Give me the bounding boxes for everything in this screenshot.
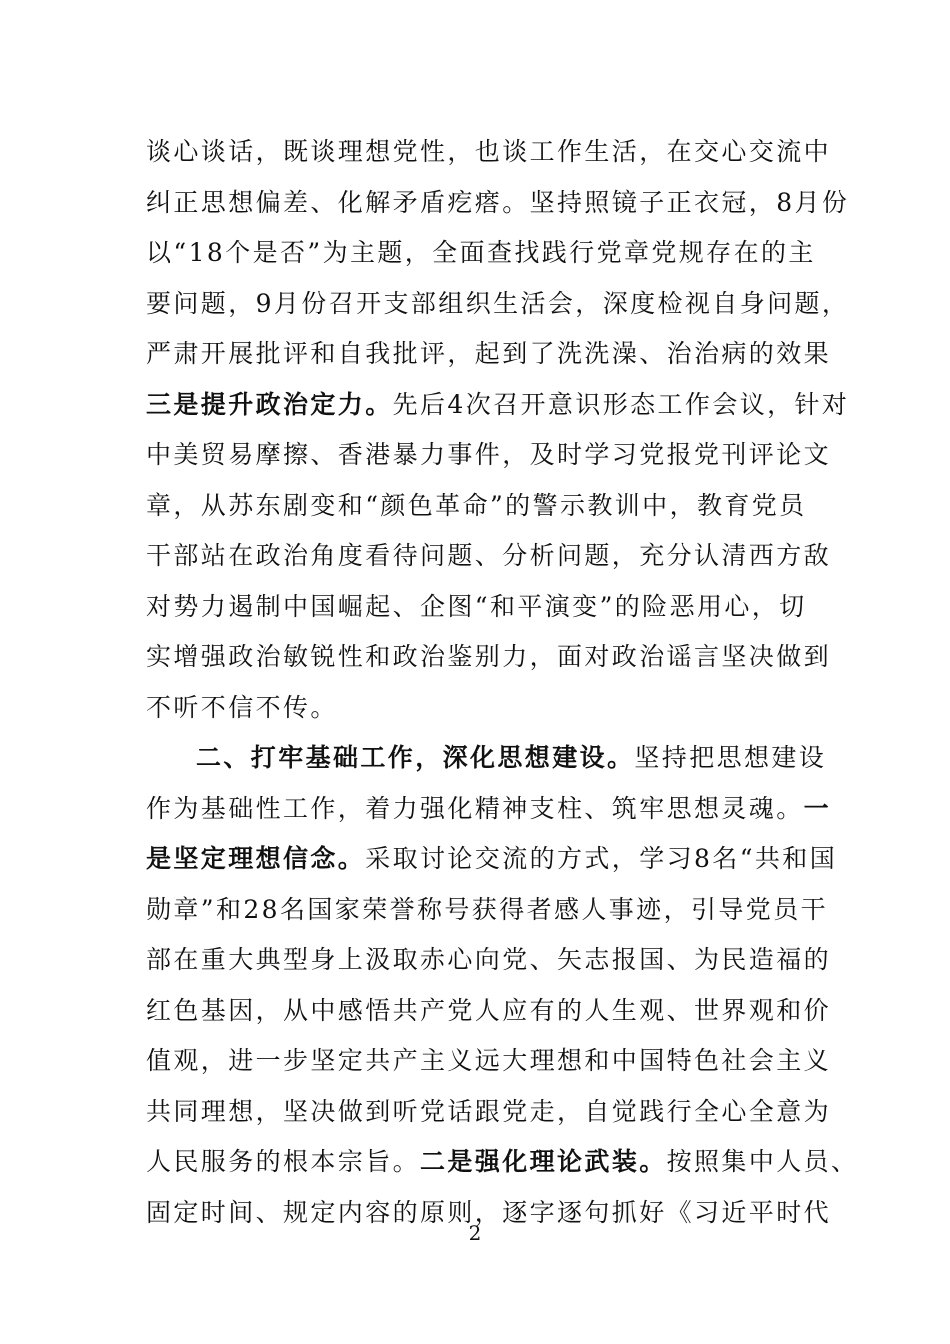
text-line: [146, 587, 822, 627]
text-line: [146, 334, 832, 374]
text-segment: 要问题，9月份召开支部组织生活会，深度检视自身问题，: [146, 288, 850, 318]
text-segment: 干部站在政治角度看待问题、分析问题，充分认清西方敌: [146, 541, 832, 570]
text-segment: 勋章”和28名国家荣誉称号获得者感人事迹，引导党员干: [146, 894, 828, 924]
text-segment: 共同理想，坚决做到听党话跟党走，自觉践行全心全意为: [146, 1096, 832, 1126]
text-segment: 部在重大典型身上汲取赤心向党、矢志报国、为民造福的: [146, 945, 832, 974]
text-segment: 坚持把思想建设: [634, 743, 827, 772]
text-segment: 严肃开展批评和自我批评，起到了洗洗澡、治治病的效果: [146, 339, 832, 368]
text-line: [146, 233, 822, 273]
text-segment: 固定时间、规定内容的原则，逐字逐句抓好《习近平时代: [146, 1197, 832, 1227]
text-line: [146, 284, 850, 324]
text-segment: 章，从苏东剧变和“颜色革命”的警示教训中，教育党员: [146, 490, 807, 520]
text-segment: 以“18个是否”为主题，全面查找践行党章党规存在的主: [146, 238, 816, 267]
bold-heading-segment: 三是提升政治定力。: [146, 389, 393, 419]
text-segment: 纠正思想偏差、化解矛盾疙瘩。坚持照镜子正衣冠，8月份: [146, 187, 850, 217]
bold-heading-segment: 二、打牢基础工作，深化思想建设。: [196, 743, 635, 772]
bold-heading-segment: 二是强化理论武装。: [420, 1147, 667, 1176]
text-segment: 人民服务的根本宗旨。: [146, 1147, 421, 1176]
text-segment: 按照集中人员、: [666, 1147, 859, 1176]
bold-heading-segment: 是坚定理想信念。: [146, 844, 366, 873]
text-line: [146, 132, 832, 172]
text-segment: 先后4次召开意识形态工作会议，针对: [392, 389, 850, 419]
text-line: [146, 1041, 832, 1081]
text-line: [146, 1092, 832, 1132]
text-line: [146, 789, 832, 829]
text-segment: 实增强政治敏锐性和政治鉴别力，面对政治谣言坚决做到: [146, 642, 832, 671]
text-line: [146, 486, 822, 526]
text-segment: 值观，进一步坚定共产主义远大理想和中国特色社会主义: [146, 1046, 832, 1075]
text-line: [146, 637, 832, 677]
text-line: [146, 890, 828, 930]
text-segment: 谈心谈话，既谈理想党性，也谈工作生活，在交心交流中: [146, 137, 832, 166]
text-line: [146, 536, 832, 576]
text-line: [146, 435, 832, 475]
text-segment: 中美贸易摩擦、香港暴力事件，及时学习党报党刊评论文: [146, 440, 832, 469]
text-segment: 作为基础性工作，着力强化精神支柱、筑牢思想灵魂。: [146, 793, 804, 823]
text-segment: 红色基因，从中感悟共产党人应有的人生观、世界观和价: [146, 995, 832, 1025]
bold-heading-segment: 一: [803, 793, 832, 823]
text-line: [146, 688, 822, 728]
text-segment: 采取讨论交流的方式，学习8名“共和国: [365, 844, 838, 873]
text-line: [146, 385, 850, 425]
text-line: [146, 940, 832, 980]
text-line: [146, 991, 832, 1031]
text-segment: 对势力遏制中国崛起、企图“和平演变”的险恶用心，切: [146, 591, 807, 621]
text-line: [196, 738, 827, 778]
text-line: [146, 839, 838, 879]
text-line: [146, 1142, 859, 1182]
text-line: [146, 183, 850, 223]
text-segment: 不听不信不传。: [146, 692, 338, 722]
page-number: 2: [468, 1221, 482, 1245]
